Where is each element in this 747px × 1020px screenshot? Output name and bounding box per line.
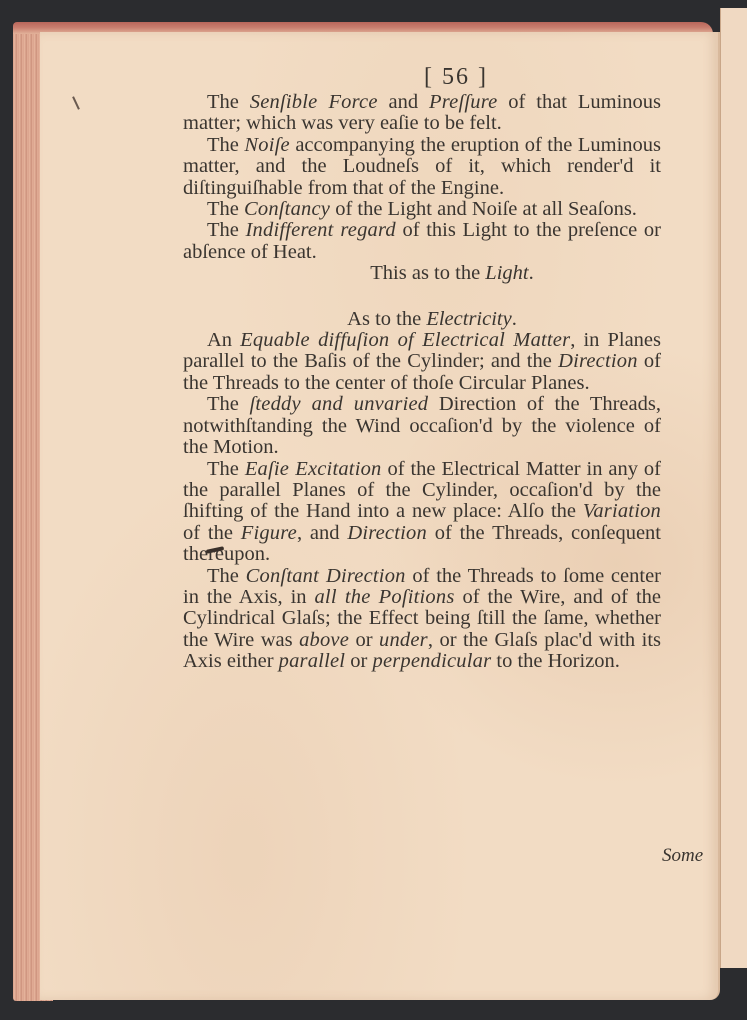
paragraph-equable-diffusion: An Equable diffuſion of Electrical Matter, in Planes parallel to the Baſis of the Cylinder; and the Direction of the Threads to the center of thoſe Circular Planes.: [183, 329, 662, 394]
page-text: [183, 62, 661, 673]
paragraph-easie-excitation: The Eaſie Excitation of the Electrical Matter in any of the parallel Planes of the Cylinder, occaſion'd by the ſhifting of the Hand into a new place: Alſo the Variation of the Figure, and Direction of the Threads, conſequent thereupon.: [183, 457, 662, 566]
paragraph-constant-direction: The Conſtant Direction of the Threads to ſome center in the Axis, in all the Poſitions of the Wire, and of the Cylindrical Glaſs; the Effect being ſtill the ſame, whether the Wire was above or under, or the Glaſs plac'd with its Axis either parallel or perpendicular to the Horizon.: [183, 564, 662, 673]
paragraph-noise: The Noiſe accompanying the eruption of the Luminous matter, and the Loudneſs of it, which render'd it diſtinguiſhable from that of the Engine.: [183, 133, 661, 199]
paragraph-steddy-direction: The ſteddy and unvaried Direction of the Threads, notwithſtanding the Wind occaſion'd by the violence of the Motion.: [183, 393, 661, 459]
facing-page-edge: [720, 8, 747, 968]
page-number: [ 56 ]: [424, 64, 488, 90]
paragraph-sensible-force: The Senſible Force and Preſſure of that Luminous matter; which was very eaſie to be felt.: [183, 91, 661, 135]
section-gap: [183, 285, 661, 309]
light-closing-line: This as to the Light.: [370, 262, 534, 285]
paragraph-indifferent-regard: The Indifferent regard of this Light to the preſence or abſence of Heat.: [183, 219, 661, 263]
paragraph-constancy: The Conſtancy of the Light and Noiſe at all Seaſons.: [207, 198, 637, 221]
catchword: Some: [662, 845, 704, 866]
electricity-heading: As to the Electricity.: [347, 307, 517, 330]
